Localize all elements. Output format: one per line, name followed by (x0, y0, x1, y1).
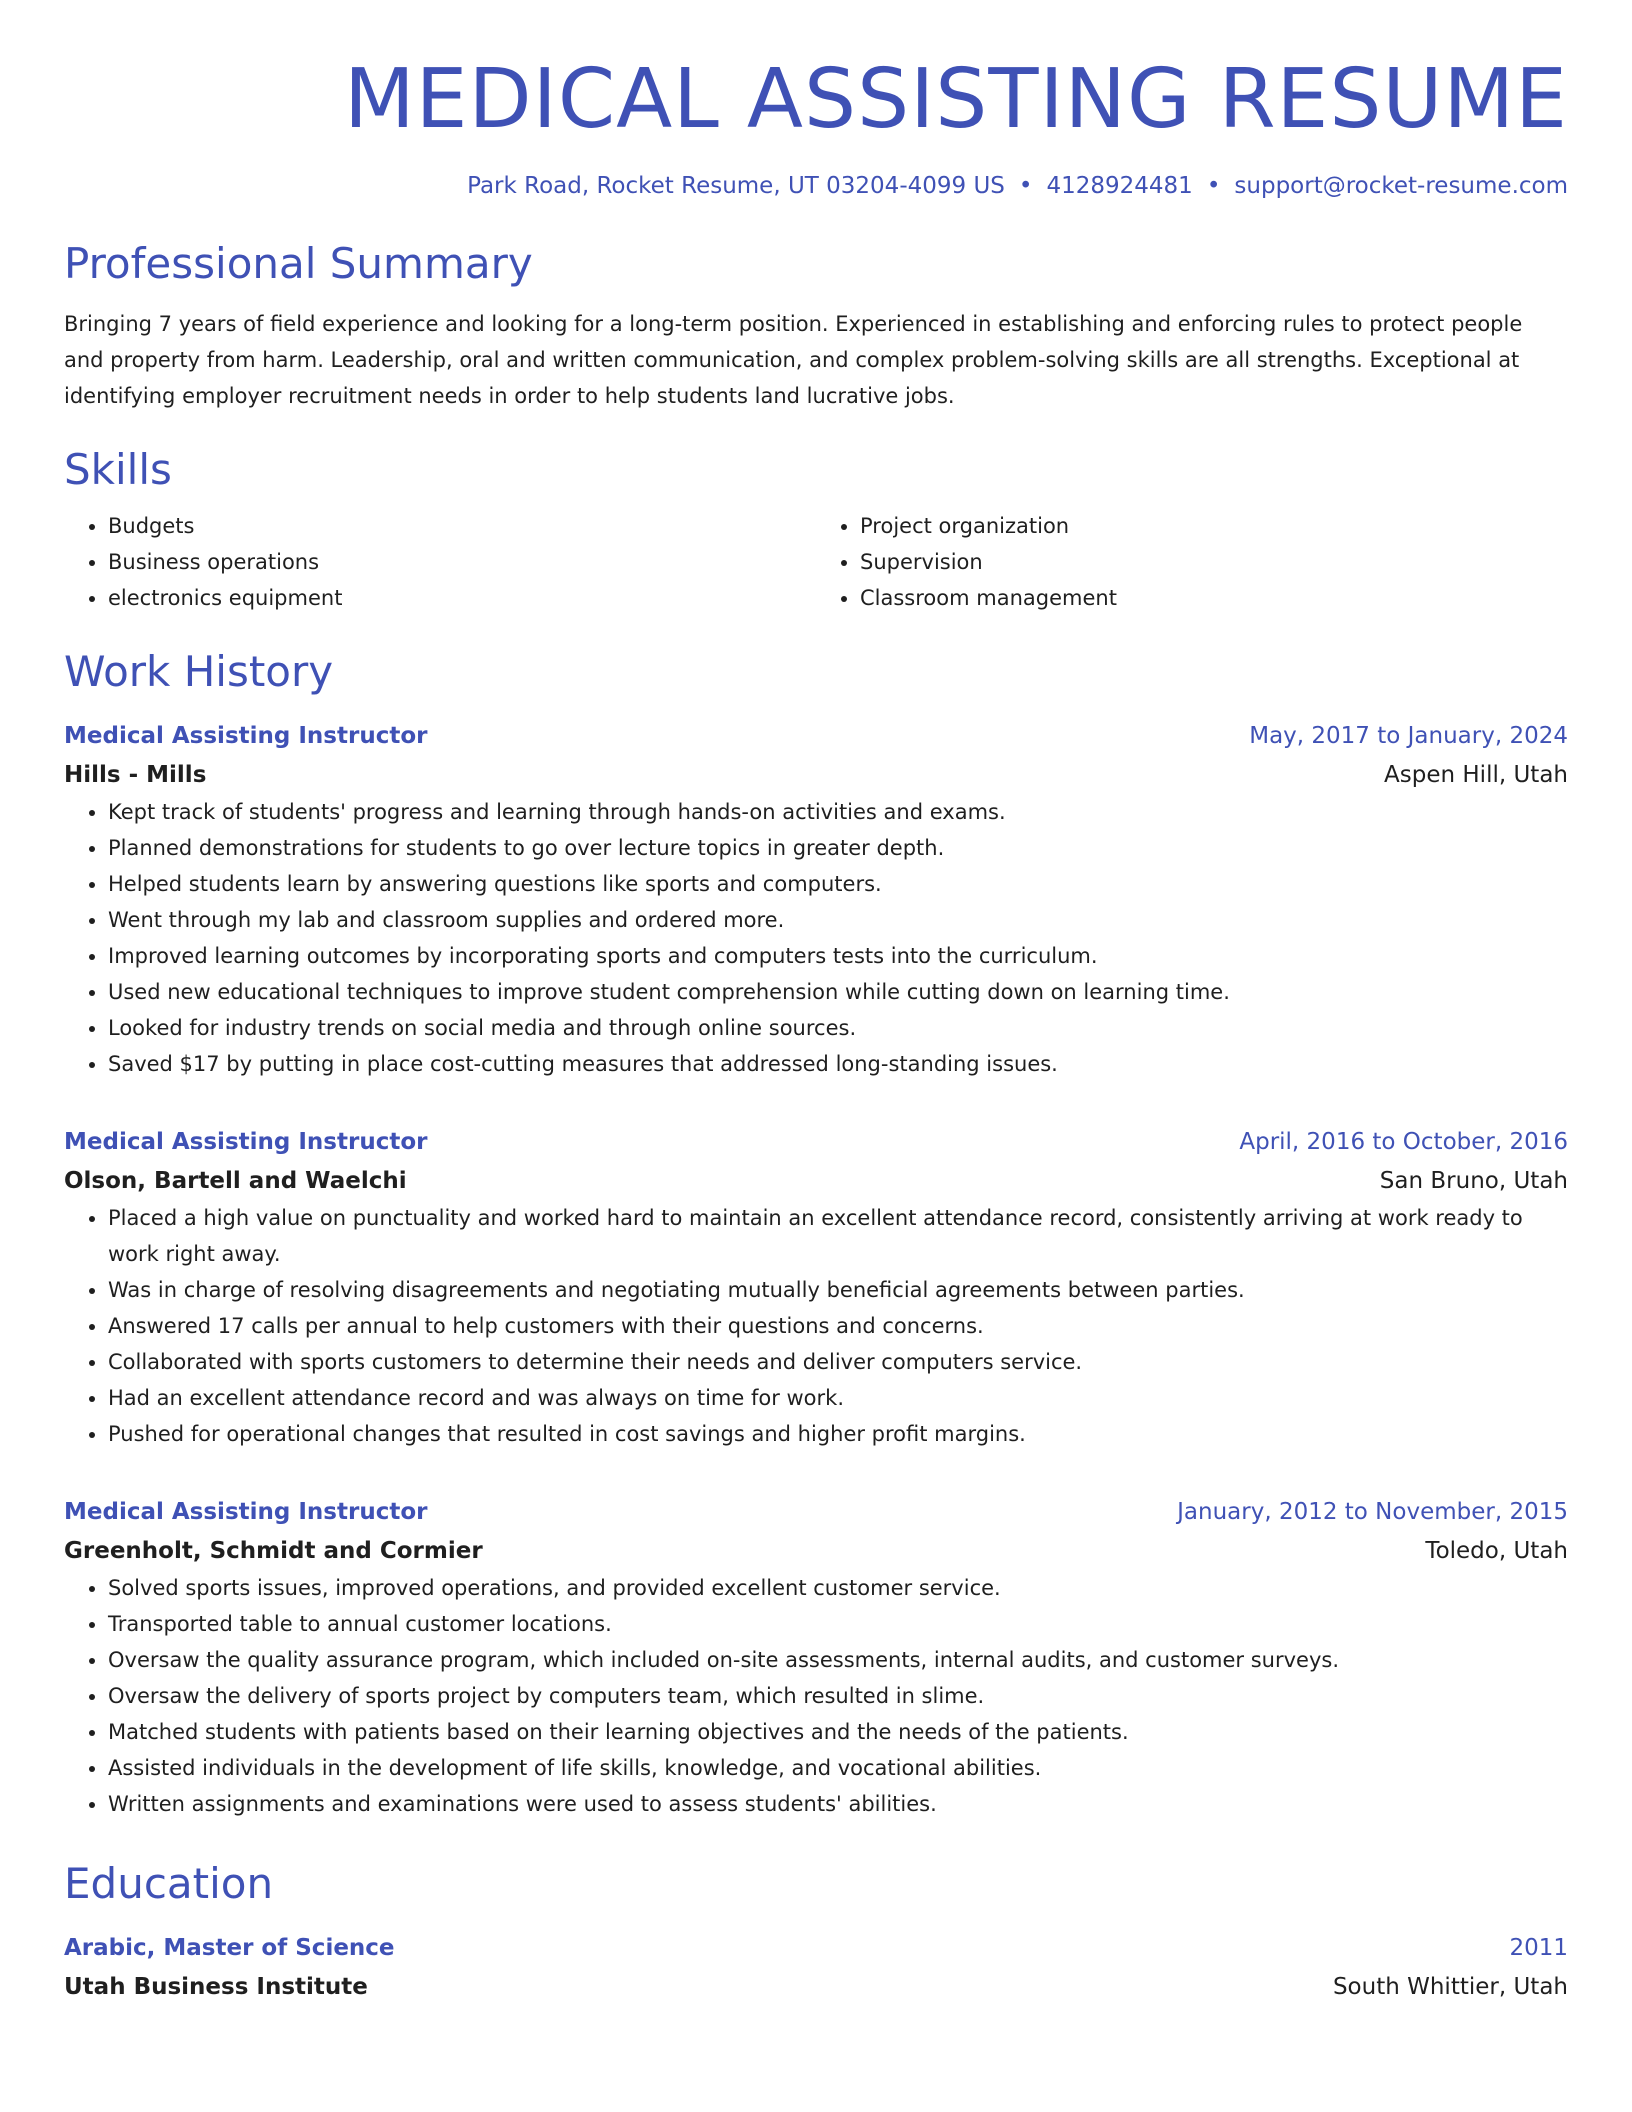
summary-heading: Professional Summary (64, 239, 533, 288)
job-employer-row (64, 1162, 1568, 1200)
job-duty: • Assisted individuals in the development of life skills, knowledge, and vocational abilities. (108, 1750, 1568, 1786)
job-dates: April, 2016 to October, 2016 (1239, 1129, 1568, 1155)
job-duty: • Matched students with patients based on their learning objectives and the needs of the patients. (108, 1714, 1568, 1750)
skills-list-right (816, 508, 1568, 616)
education-heading: Education (64, 1859, 274, 1908)
job-duty: • Kept track of students' progress and learning through hands-on activities and exams. (108, 794, 1568, 830)
skill-item: • Business operations (108, 544, 816, 580)
job-duty: • Saved $17 by putting in place cost-cutting measures that addressed long-standing issues. (108, 1046, 1568, 1082)
job-duty: • Looked for industry trends on social media and through online sources. (108, 1010, 1568, 1046)
job-duties-list (64, 1200, 1568, 1452)
contact-separator: • (1206, 173, 1221, 199)
resume-title: MEDICAL ASSISTING RESUME (343, 52, 1568, 147)
job-company: Greenholt, Schmidt and Cormier (64, 1538, 483, 1564)
job-duty: • Went through my lab and classroom supplies and ordered more. (108, 902, 1568, 938)
job-position: Medical Assisting Instructor (64, 1499, 428, 1525)
job-employer-row (64, 1532, 1568, 1570)
skill-item: • Classroom management (860, 580, 1568, 616)
resume-header (64, 52, 1568, 202)
job-header-row (64, 1122, 1568, 1162)
education-header-row (64, 1928, 1568, 1968)
job-dates: January, 2012 to November, 2015 (1177, 1499, 1568, 1525)
skill-item: • Project organization (860, 508, 1568, 544)
job-duty: • Was in charge of resolving disagreements and negotiating mutually beneficial agreements between parties. (108, 1272, 1568, 1308)
contact-phone: 4128924481 (1046, 173, 1193, 199)
skill-item: • Budgets (108, 508, 816, 544)
job-duty: • Used new educational techniques to improve student comprehension while cutting down on learning time. (108, 974, 1568, 1010)
professional-summary-section (64, 238, 1568, 414)
job-dates: May, 2017 to January, 2024 (1249, 723, 1568, 749)
job-header-row (64, 716, 1568, 756)
education-location: South Whittier, Utah (1332, 1974, 1568, 2000)
job-position: Medical Assisting Instructor (64, 723, 428, 749)
job-location: Aspen Hill, Utah (1384, 762, 1568, 788)
job-position: Medical Assisting Instructor (64, 1129, 428, 1155)
skills-list-left (64, 508, 816, 616)
skills-grid (64, 508, 1568, 616)
job-duty: • Pushed for operational changes that resulted in cost savings and higher profit margins. (108, 1416, 1568, 1452)
skills-section (64, 444, 1568, 616)
education-entry (64, 1928, 1568, 2006)
skill-item: • electronics equipment (108, 580, 816, 616)
job-duty: • Solved sports issues, improved operations, and provided excellent customer service. (108, 1570, 1568, 1606)
job-duty: • Transported table to annual customer locations. (108, 1606, 1568, 1642)
education-school: Utah Business Institute (64, 1974, 368, 2000)
job-duty: • Placed a high value on punctuality and worked hard to maintain an excellent attendance record, consistently arriving at work ready to work right away. (108, 1200, 1568, 1272)
education-school-row (64, 1968, 1568, 2006)
job-duties-list (64, 794, 1568, 1082)
skills-heading: Skills (64, 445, 172, 494)
summary-text: Bringing 7 years of field experience and looking for a long-term position. Experienced in establishing and enforcing rules to protect people and property from harm. Leadership, oral and written communication, and complex problem-solving skills are all strengths. Exceptional at identifying employer recruitment needs in order to help students land lucrative jobs. (64, 312, 1523, 408)
job-company: Hills - Mills (64, 762, 207, 788)
job-duty: • Improved learning outcomes by incorporating sports and computers tests into the curriculum. (108, 938, 1568, 974)
work-history-section (64, 646, 1568, 1822)
job-duty: • Planned demonstrations for students to go over lecture topics in greater depth. (108, 830, 1568, 866)
contact-email: support@rocket-resume.com (1234, 173, 1568, 199)
job-duty: • Had an excellent attendance record and was always on time for work. (108, 1380, 1568, 1416)
skill-item: • Supervision (860, 544, 1568, 580)
education-year: 2011 (1509, 1935, 1568, 1961)
work-history-heading: Work History (64, 647, 334, 696)
education-section (64, 1858, 1568, 2006)
job-company: Olson, Bartell and Waelchi (64, 1168, 407, 1194)
contact-address: Park Road, Rocket Resume, UT 03204-4099 US (467, 173, 1005, 199)
job-entry (64, 716, 1568, 1082)
job-entry (64, 1122, 1568, 1452)
job-duty: • Answered 17 calls per annual to help customers with their questions and concerns. (108, 1308, 1568, 1344)
education-degree: Arabic, Master of Science (64, 1935, 395, 1961)
contact-separator: • (1018, 173, 1033, 199)
job-location: Toledo, Utah (1425, 1538, 1568, 1564)
contact-line (64, 170, 1568, 202)
job-duty: • Oversaw the delivery of sports project by computers team, which resulted in slime. (108, 1678, 1568, 1714)
job-duty: • Oversaw the quality assurance program, which included on-site assessments, internal audits, and customer surveys. (108, 1642, 1568, 1678)
job-duties-list (64, 1570, 1568, 1822)
job-location: San Bruno, Utah (1379, 1168, 1568, 1194)
job-header-row (64, 1492, 1568, 1532)
job-duty: • Collaborated with sports customers to determine their needs and deliver computers service. (108, 1344, 1568, 1380)
job-entry (64, 1492, 1568, 1822)
job-duty: • Written assignments and examinations were used to assess students' abilities. (108, 1786, 1568, 1822)
job-duty: • Helped students learn by answering questions like sports and computers. (108, 866, 1568, 902)
job-employer-row (64, 756, 1568, 794)
